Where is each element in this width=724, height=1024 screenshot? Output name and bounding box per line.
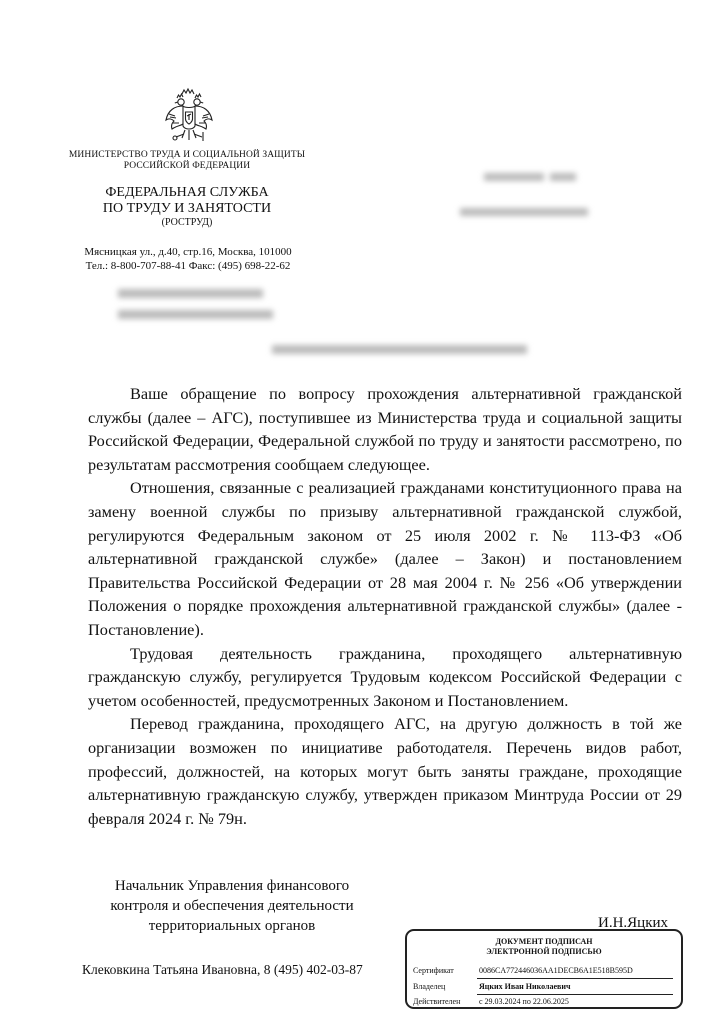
stamp-validity-value: с 29.03.2024 по 22.06.2025: [479, 997, 569, 1006]
stamp-divider: [477, 994, 673, 995]
contacts-line: Тел.: 8-800-707-88-41 Факс: (495) 698-22-62: [85, 260, 291, 272]
letter-body: [88, 382, 682, 830]
redacted-addressee-salutation: [272, 342, 532, 360]
redacted-registration-number: [118, 285, 278, 333]
signer-position: [82, 876, 382, 936]
body-paragraph: Отношения, связанные с реализацией гражданами конституционного права на замену военной службы по призыву альтернативной гражданской службой, регулируются Федеральным законом от 25 июля 2002 г. № 113-ФЗ «Об альтернативной гражданской службе» (далее – Закон) и постановлением Правительства Российской Федерации от 28 мая 2004 г. № 256 «Об утверждении Положения о порядке прохождения альтернативной гражданской службы» (далее - Постановление).: [88, 478, 682, 639]
stamp-validity-row: [413, 997, 677, 1007]
ministry-line-1: МИНИСТЕРСТВО ТРУДА И СОЦИАЛЬНОЙ ЗАЩИТЫ: [68, 150, 306, 160]
service-line-2: ПО ТРУДУ И ЗАНЯТОСТИ: [102, 201, 272, 216]
stamp-certificate-value: 0086CA772446036AA1DECB6A1E518B595D: [479, 966, 633, 975]
service-short-name: (РОСТРУД): [161, 217, 213, 228]
signer-position-line-1: Начальник Управления финансового: [114, 878, 350, 894]
ministry-line-2: РОССИЙСКОЙ ФЕДЕРАЦИИ: [123, 161, 251, 171]
coat-of-arms-icon: [163, 86, 215, 146]
ministry-name: [52, 150, 322, 172]
address-line: Мясницкая ул., д.40, стр.16, Москва, 101000: [84, 246, 292, 258]
service-line-1: ФЕДЕРАЛЬНАЯ СЛУЖБА: [105, 185, 269, 200]
stamp-divider: [477, 978, 673, 979]
signer-position-line-3: территориальных органов: [148, 918, 316, 934]
stamp-certificate-label: Сертификат: [413, 966, 454, 975]
stamp-owner-row: [413, 982, 677, 992]
electronic-signature-stamp: [405, 929, 683, 1009]
executor-contact: Клековкина Татьяна Ивановна, 8 (495) 402-03-87: [82, 962, 363, 977]
redacted-recipient-email: [460, 205, 590, 223]
body-paragraph: Трудовая деятельность гражданина, проходящего альтернативную гражданскую службу, регулируется Трудовым кодексом Российской Федерации с учетом особенностей, предусмотренных Законом и Постановлением.: [88, 643, 682, 710]
stamp-owner-label: Владелец: [413, 982, 446, 991]
stamp-title-line-2: ЭЛЕКТРОННОЙ ПОДПИСЬЮ: [486, 947, 602, 956]
service-name: [52, 185, 322, 217]
stamp-title-line-1: ДОКУМЕНТ ПОДПИСАН: [495, 937, 593, 946]
sender-address: [58, 245, 318, 273]
body-paragraph: Ваше обращение по вопросу прохождения альтернативной гражданской службы (далее – АГС), поступившее из Министерства труда и социальной защиты Российской Федерации, Федеральной службой по труду и занятости рассмотрено, по результатам рассмотрения сообщаем следующее.: [88, 384, 682, 474]
redacted-recipient-name: [484, 170, 584, 188]
body-paragraph: Перевод гражданина, проходящего АГС, на другую должность в той же организации возможен по инициативе работодателя. Перечень видов работ, профессий, должностей, на которых могут быть заняты граждане, проходящие альтернативную гражданскую службу, утвержден приказом Минтруда России от 29 февраля 2024 г. № 79н.: [88, 714, 682, 828]
stamp-owner-value: Яцких Иван Николаевич: [479, 982, 571, 991]
stamp-title: [407, 937, 681, 957]
stamp-validity-label: Действителен: [413, 997, 461, 1006]
signer-name: И.Н.Яцких: [598, 915, 669, 931]
stamp-certificate-row: [413, 966, 677, 976]
signer-position-line-2: контроля и обеспечения деятельности: [110, 898, 354, 914]
